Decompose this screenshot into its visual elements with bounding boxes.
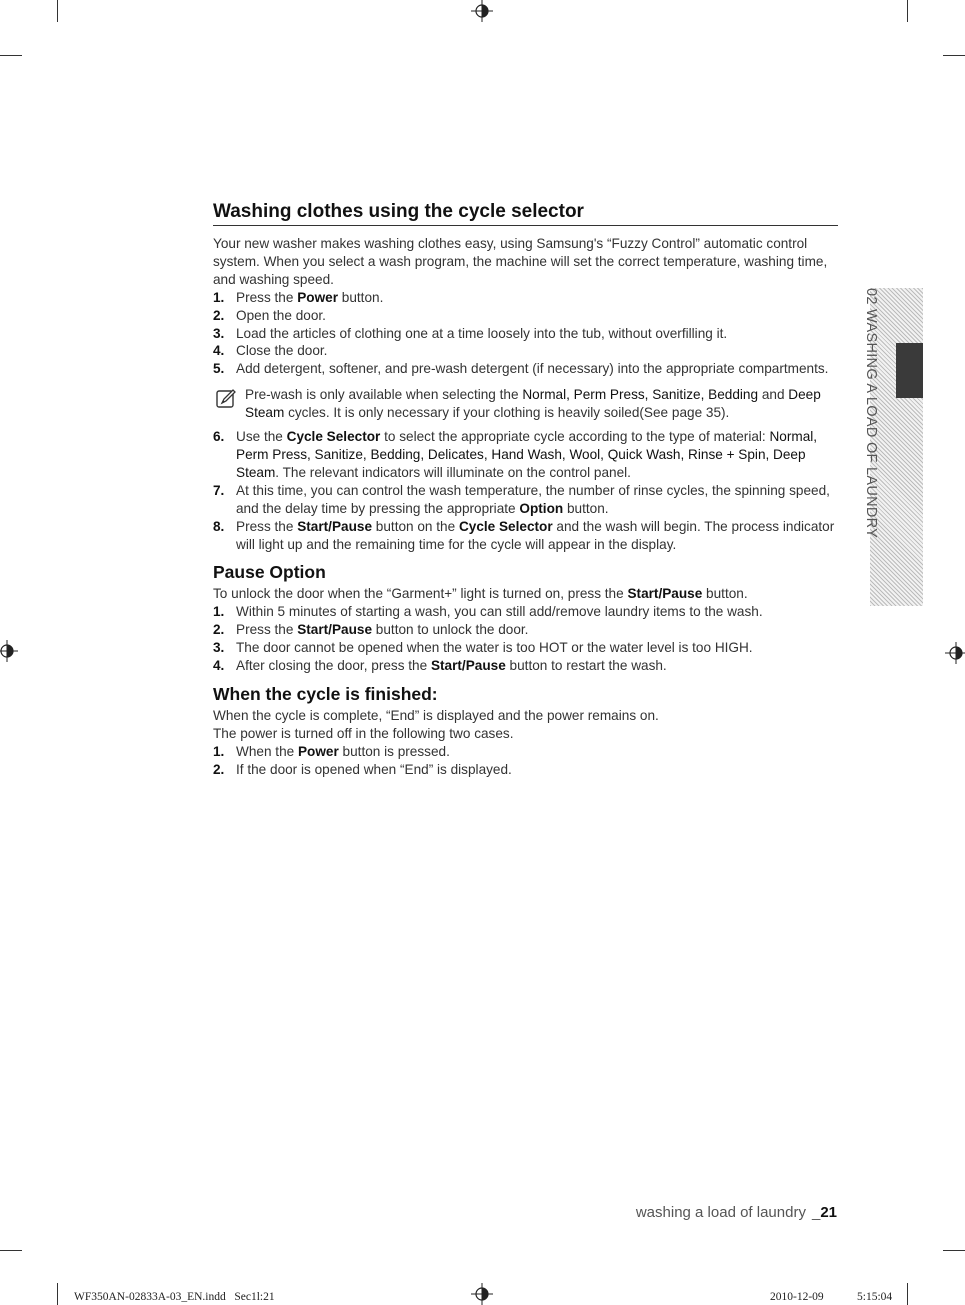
finished-line-2: The power is turned off in the following two cases. [213, 725, 514, 741]
finished-steps-list [213, 743, 838, 779]
crop-mark [907, 0, 908, 22]
registration-mark-icon [471, 1283, 493, 1305]
slug-file: WF350AN-02833A-03_EN.indd Sec1l:21 [74, 1291, 275, 1303]
list-item: 8. Press the Start/Pause button on the Cycle Selector and the wash will begin. The process indicator will light up and the remaining time for the cycle will appear in the display. [213, 518, 835, 552]
crop-mark [57, 1283, 58, 1305]
crop-mark [0, 1250, 22, 1251]
list-item: 6. Use the Cycle Selector to select the appropriate cycle according to the type of material: Normal, Perm Press, Sanitize, Bedding, Delicates, Hand Wash, Wool, Quick Wash, Rinse + Spin, Deep Steam. The relevant indicators will illuminate on the control panel. [213, 429, 818, 480]
list-item: 7. At this time, you can control the wash temperature, the number of rinse cycles, the spinning speed, and the delay time by pressing the appropriate Option button. [213, 482, 830, 516]
chapter-tab-marker [896, 343, 923, 398]
pause-intro: To unlock the door when the “Garment+” light is turned on, press the Start/Pause button. [213, 586, 748, 602]
section-title: Washing clothes using the cycle selector [213, 200, 838, 226]
list-item: 1. Within 5 minutes of starting a wash, you can still add/remove laundry items to the wash. [213, 604, 763, 620]
page-content [213, 200, 838, 779]
steps-list-continued [213, 428, 838, 553]
note-box: Pre-wash is only available when selecting the Normal, Perm Press, Sanitize, Bedding and Deep Steam cycles. It is only necessary if your clothing is heavily soiled(See page 35). [213, 386, 838, 422]
list-item: 4. Close the door. [213, 343, 328, 359]
registration-mark-icon [0, 640, 18, 662]
finished-line-1: When the cycle is complete, “End” is displayed and the power remains on. [213, 707, 659, 723]
page-number: _21 [811, 1204, 837, 1221]
crop-mark [0, 55, 22, 56]
crop-mark [57, 0, 58, 22]
list-item: 2. If the door is opened when “End” is displayed. [213, 761, 512, 777]
registration-mark-icon [945, 642, 965, 664]
list-item: 5. Add detergent, softener, and pre-wash detergent (if necessary) into the appropriate compartments. [213, 361, 829, 377]
slug-date: 2010-12-09 [770, 1291, 824, 1303]
pause-steps-list [213, 603, 838, 675]
pause-option-title: Pause Option [213, 562, 326, 583]
list-item: 4. After closing the door, press the Start/Pause button to restart the wash. [213, 658, 667, 674]
list-item: 2. Open the door. [213, 307, 326, 323]
list-item: 3. Load the articles of clothing one at a time loosely into the tub, without overfilling it. [213, 325, 728, 341]
crop-mark [943, 1250, 965, 1251]
list-item: 2. Press the Start/Pause button to unlock the door. [213, 622, 529, 638]
footer-chapter-label: washing a load of laundry [635, 1204, 806, 1221]
chapter-tab-label: 02 WASHING A LOAD OF LAUNDRY [863, 288, 879, 539]
list-item: 1. Press the Power button. [213, 289, 384, 305]
chapter-side-tab [863, 288, 923, 606]
cycle-finished-title: When the cycle is finished: [213, 683, 438, 704]
steps-list [213, 289, 838, 379]
list-item: 3. The door cannot be opened when the water is too HOT or the water level is too HIGH. [213, 640, 753, 656]
registration-mark-icon [471, 0, 493, 22]
list-item: 1. When the Power button is pressed. [213, 743, 450, 759]
note-pencil-icon [215, 388, 237, 410]
page-footer [636, 1204, 837, 1221]
crop-mark [907, 1283, 908, 1305]
slug-time: 5:15:04 [857, 1291, 893, 1303]
crop-mark [943, 55, 965, 56]
intro-paragraph: Your new washer makes washing clothes easy, using Samsung's “Fuzzy Control” automatic control system. When you select a wash program, the machine will set the correct temperature, washing time, and washing speed. [213, 236, 828, 287]
